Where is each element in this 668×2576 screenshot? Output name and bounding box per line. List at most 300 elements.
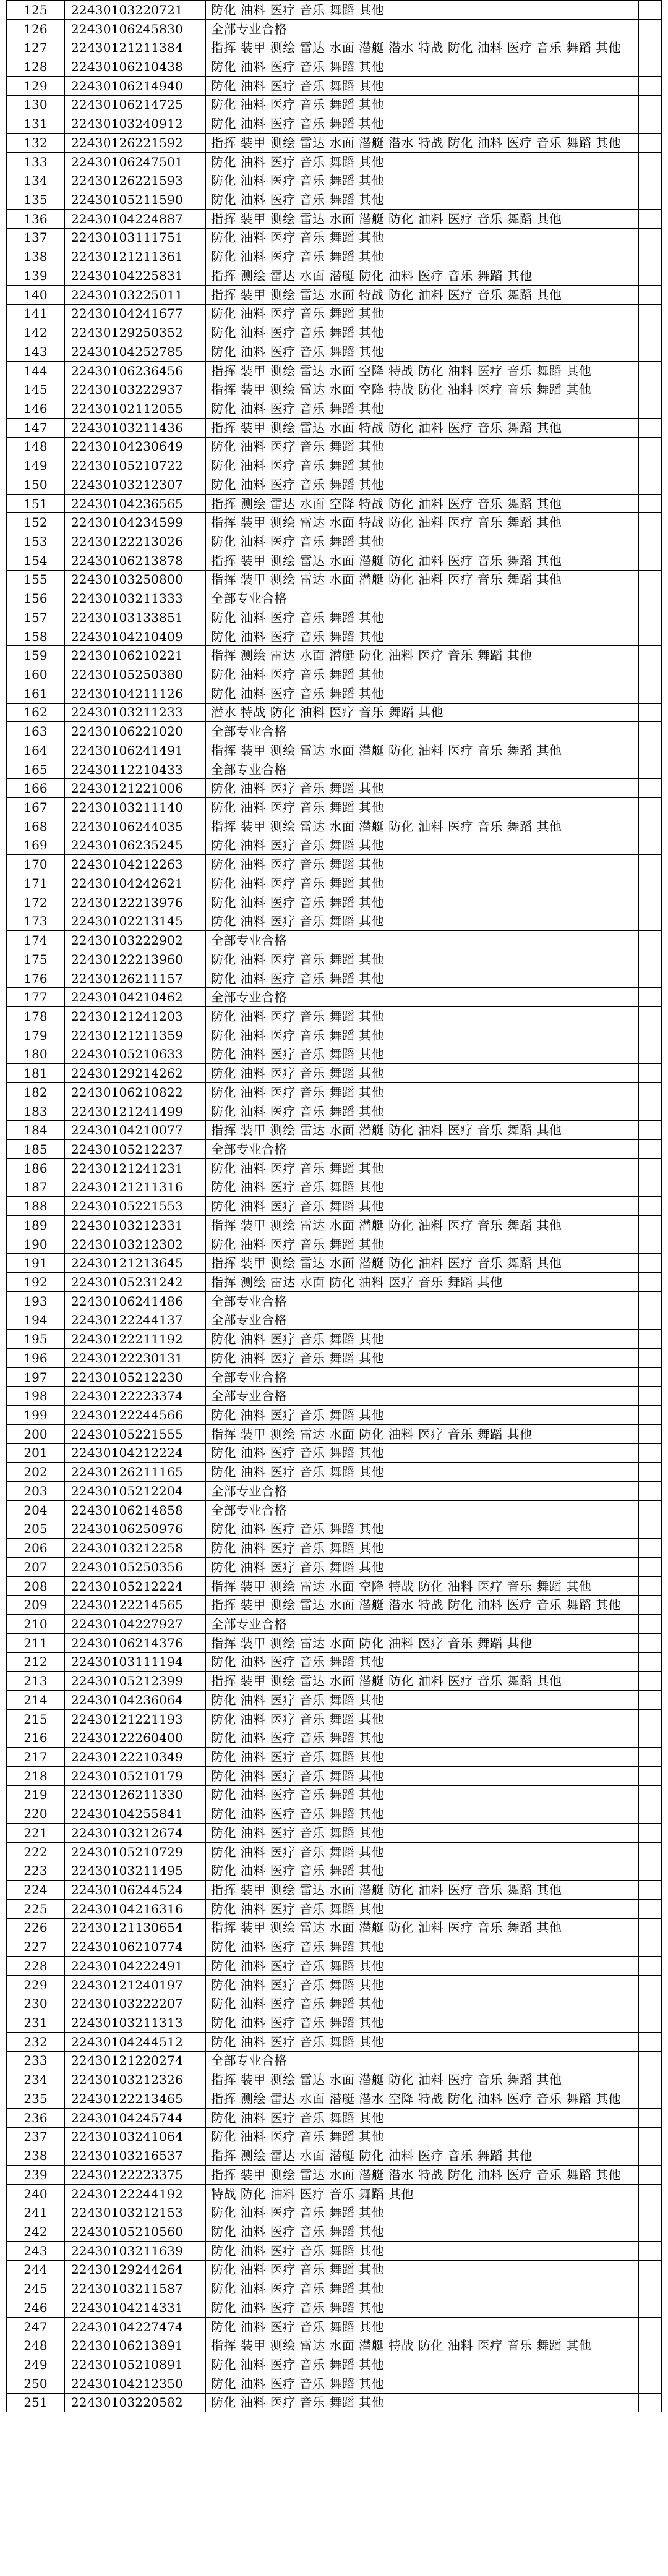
qualified-specialties-cell: 指挥 装甲 测绘 雷达 水面 潜艇 潜水 特战 防化 油料 医疗 音乐 舞蹈 其他	[206, 38, 639, 57]
qualified-specialties-cell: 防化 油料 医疗 音乐 舞蹈 其他	[206, 475, 639, 494]
table-row	[7, 1311, 662, 1330]
blank-cell	[639, 532, 662, 551]
row-number-cell: 129	[7, 76, 65, 95]
blank-cell	[639, 1957, 662, 1976]
row-number-cell: 249	[7, 2355, 65, 2374]
exam-id-cell: 22430106236456	[65, 361, 206, 380]
blank-cell	[639, 1064, 662, 1083]
exam-id-cell: 22430122244192	[65, 2184, 206, 2203]
qualified-specialties-cell: 防化 油料 医疗 音乐 舞蹈 其他	[206, 779, 639, 798]
exam-id-cell: 22430103222937	[65, 380, 206, 399]
blank-cell	[639, 1102, 662, 1121]
qualified-specialties-cell: 全部专业合格	[206, 760, 639, 779]
exam-id-cell: 22430105250356	[65, 1557, 206, 1576]
blank-cell	[639, 741, 662, 760]
exam-id-cell: 22430105212237	[65, 1140, 206, 1159]
table-row	[7, 2393, 662, 2412]
exam-id-cell: 22430104222491	[65, 1957, 206, 1976]
table-row	[7, 494, 662, 513]
row-number-cell: 209	[7, 1596, 65, 1615]
row-number-cell: 178	[7, 1007, 65, 1026]
exam-id-cell: 22430103225011	[65, 285, 206, 304]
table-row	[7, 285, 662, 304]
qualified-specialties-cell: 防化 油料 医疗 音乐 舞蹈 其他	[206, 2203, 639, 2222]
row-number-cell: 248	[7, 2336, 65, 2355]
table-row	[7, 703, 662, 722]
qualified-specialties-cell: 防化 油料 医疗 音乐 舞蹈 其他	[206, 2222, 639, 2242]
table-row	[7, 684, 662, 703]
exam-id-cell: 22430103222207	[65, 1994, 206, 2013]
qualified-specialties-cell: 防化 油料 医疗 音乐 舞蹈 其他	[206, 665, 639, 684]
table-row	[7, 2184, 662, 2203]
table-row	[7, 266, 662, 286]
exam-id-cell: 22430121241231	[65, 1158, 206, 1178]
row-number-cell: 161	[7, 684, 65, 703]
blank-cell	[639, 1406, 662, 1425]
table-row	[7, 1994, 662, 2013]
results-table-body	[7, 1, 662, 2412]
row-number-cell: 162	[7, 703, 65, 722]
blank-cell	[639, 684, 662, 703]
exam-id-cell: 22430105210560	[65, 2222, 206, 2242]
blank-cell	[639, 2317, 662, 2336]
exam-id-cell: 22430105211590	[65, 190, 206, 210]
exam-id-cell: 22430102213145	[65, 912, 206, 931]
blank-cell	[639, 76, 662, 95]
row-number-cell: 245	[7, 2279, 65, 2298]
row-number-cell: 212	[7, 1652, 65, 1672]
table-row	[7, 627, 662, 646]
qualified-specialties-cell: 防化 油料 医疗 音乐 舞蹈 其他	[206, 1899, 639, 1918]
qualified-specialties-cell: 全部专业合格	[206, 1615, 639, 1634]
row-number-cell: 219	[7, 1785, 65, 1804]
exam-id-cell: 22430105212224	[65, 1576, 206, 1596]
table-row	[7, 361, 662, 380]
qualified-specialties-cell: 防化 油料 医疗 音乐 舞蹈 其他	[206, 1785, 639, 1804]
blank-cell	[639, 703, 662, 722]
exam-id-cell: 22430106241486	[65, 1291, 206, 1311]
qualified-specialties-cell: 防化 油料 医疗 音乐 舞蹈 其他	[206, 2279, 639, 2298]
blank-cell	[639, 817, 662, 836]
blank-cell	[639, 2165, 662, 2184]
exam-id-cell: 22430104212224	[65, 1443, 206, 1463]
blank-cell	[639, 1121, 662, 1140]
blank-cell	[639, 931, 662, 950]
row-number-cell: 214	[7, 1690, 65, 1709]
exam-id-cell: 22430121211359	[65, 1026, 206, 1045]
exam-id-cell: 22430103240912	[65, 114, 206, 134]
table-row	[7, 950, 662, 969]
qualified-specialties-cell: 指挥 装甲 测绘 雷达 水面 潜艇 防化 油料 医疗 音乐 舞蹈 其他	[206, 1121, 639, 1140]
blank-cell	[639, 1918, 662, 1937]
row-number-cell: 222	[7, 1842, 65, 1861]
row-number-cell: 127	[7, 38, 65, 57]
row-number-cell: 145	[7, 380, 65, 399]
row-number-cell: 169	[7, 836, 65, 855]
exam-id-cell: 22430129244264	[65, 2260, 206, 2279]
row-number-cell: 150	[7, 475, 65, 494]
row-number-cell: 134	[7, 171, 65, 190]
row-number-cell: 151	[7, 494, 65, 513]
table-row	[7, 1007, 662, 1026]
table-row	[7, 798, 662, 817]
blank-cell	[639, 171, 662, 190]
exam-id-cell: 22430103220582	[65, 2393, 206, 2412]
qualified-specialties-cell: 防化 油料 医疗 音乐 舞蹈 其他	[206, 1443, 639, 1463]
table-row	[7, 152, 662, 171]
exam-id-cell: 22430121130654	[65, 1918, 206, 1937]
table-row	[7, 912, 662, 931]
exam-id-cell: 22430102112055	[65, 399, 206, 419]
row-number-cell: 242	[7, 2222, 65, 2242]
table-row	[7, 456, 662, 475]
row-number-cell: 163	[7, 722, 65, 741]
row-number-cell: 236	[7, 2108, 65, 2127]
qualified-specialties-cell: 防化 油料 医疗 音乐 舞蹈 其他	[206, 855, 639, 874]
table-row	[7, 570, 662, 589]
exam-id-cell: 22430105210633	[65, 1045, 206, 1064]
blank-cell	[639, 1804, 662, 1824]
blank-cell	[639, 1576, 662, 1596]
qualified-specialties-cell: 防化 油料 医疗 音乐 舞蹈 其他	[206, 1, 639, 20]
qualified-specialties-cell: 防化 油料 医疗 音乐 舞蹈 其他	[206, 2374, 639, 2393]
table-row	[7, 209, 662, 228]
blank-cell	[639, 1881, 662, 1900]
blank-cell	[639, 1633, 662, 1652]
table-row	[7, 2336, 662, 2355]
row-number-cell: 172	[7, 893, 65, 912]
table-row	[7, 1330, 662, 1349]
exam-id-cell: 22430103211333	[65, 589, 206, 608]
row-number-cell: 226	[7, 1918, 65, 1937]
table-row	[7, 988, 662, 1007]
table-row	[7, 1557, 662, 1576]
row-number-cell: 177	[7, 988, 65, 1007]
exam-id-cell: 22430105212204	[65, 1482, 206, 1501]
qualified-specialties-cell: 指挥 装甲 测绘 雷达 水面 特战 防化 油料 医疗 音乐 舞蹈 其他	[206, 513, 639, 532]
row-number-cell: 176	[7, 969, 65, 988]
blank-cell	[639, 475, 662, 494]
exam-id-cell: 22430103211495	[65, 1861, 206, 1881]
exam-id-cell: 22430106214725	[65, 95, 206, 114]
qualified-specialties-cell: 防化 油料 医疗 音乐 舞蹈 其他	[206, 1539, 639, 1558]
row-number-cell: 220	[7, 1804, 65, 1824]
blank-cell	[639, 1690, 662, 1709]
blank-cell	[639, 969, 662, 988]
qualified-specialties-cell: 指挥 装甲 测绘 雷达 水面 潜艇 防化 油料 医疗 音乐 舞蹈 其他	[206, 1254, 639, 1273]
blank-cell	[639, 1482, 662, 1501]
row-number-cell: 234	[7, 2070, 65, 2089]
table-row	[7, 1482, 662, 1501]
blank-cell	[639, 513, 662, 532]
table-row	[7, 437, 662, 456]
table-row	[7, 2203, 662, 2222]
qualified-specialties-cell: 全部专业合格	[206, 931, 639, 950]
table-row	[7, 589, 662, 608]
row-number-cell: 225	[7, 1899, 65, 1918]
row-number-cell: 156	[7, 589, 65, 608]
qualified-specialties-cell: 防化 油料 医疗 音乐 舞蹈 其他	[206, 1709, 639, 1728]
exam-id-cell: 22430121240197	[65, 1975, 206, 1994]
exam-id-cell: 22430121220274	[65, 2051, 206, 2070]
blank-cell	[639, 361, 662, 380]
exam-id-cell: 22430122230131	[65, 1349, 206, 1368]
table-row	[7, 855, 662, 874]
table-row	[7, 380, 662, 399]
exam-id-cell: 22430104224887	[65, 209, 206, 228]
row-number-cell: 210	[7, 1615, 65, 1634]
blank-cell	[639, 1672, 662, 1691]
table-row	[7, 1937, 662, 1957]
row-number-cell: 158	[7, 627, 65, 646]
table-row	[7, 1102, 662, 1121]
qualified-specialties-cell: 指挥 测绘 雷达 水面 潜艇 防化 油料 医疗 音乐 舞蹈 其他	[206, 2146, 639, 2166]
blank-cell	[639, 1520, 662, 1539]
exam-id-cell: 22430103212307	[65, 475, 206, 494]
table-row	[7, 76, 662, 95]
row-number-cell: 138	[7, 247, 65, 266]
row-number-cell: 235	[7, 2089, 65, 2109]
exam-id-cell: 22430106235245	[65, 836, 206, 855]
qualified-specialties-cell: 全部专业合格	[206, 2051, 639, 2070]
row-number-cell: 246	[7, 2298, 65, 2317]
exam-id-cell: 22430103212674	[65, 1824, 206, 1843]
blank-cell	[639, 722, 662, 741]
qualified-specialties-cell: 防化 油料 医疗 音乐 舞蹈 其他	[206, 1975, 639, 1994]
qualified-specialties-cell: 指挥 测绘 雷达 水面 潜艇 防化 油料 医疗 音乐 舞蹈 其他	[206, 266, 639, 286]
row-number-cell: 217	[7, 1748, 65, 1767]
exam-id-cell: 22430104214331	[65, 2298, 206, 2317]
qualified-specialties-cell: 全部专业合格	[206, 1367, 639, 1387]
row-number-cell: 241	[7, 2203, 65, 2222]
table-row	[7, 1158, 662, 1178]
exam-id-cell: 22430103216537	[65, 2146, 206, 2166]
qualified-specialties-cell: 防化 油料 医疗 音乐 舞蹈 其他	[206, 323, 639, 342]
row-number-cell: 213	[7, 1672, 65, 1691]
qualified-specialties-cell: 全部专业合格	[206, 1482, 639, 1501]
exam-id-cell: 22430104227474	[65, 2317, 206, 2336]
exam-id-cell: 22430103211140	[65, 798, 206, 817]
blank-cell	[639, 1748, 662, 1767]
row-number-cell: 230	[7, 1994, 65, 2013]
table-row	[7, 1690, 662, 1709]
row-number-cell: 238	[7, 2146, 65, 2166]
exam-id-cell: 22430106244035	[65, 817, 206, 836]
row-number-cell: 243	[7, 2241, 65, 2260]
row-number-cell: 184	[7, 1121, 65, 1140]
table-row	[7, 1728, 662, 1748]
table-row	[7, 1349, 662, 1368]
row-number-cell: 125	[7, 1, 65, 20]
row-number-cell: 189	[7, 1216, 65, 1235]
blank-cell	[639, 266, 662, 286]
table-row	[7, 779, 662, 798]
blank-cell	[639, 304, 662, 323]
table-row	[7, 1766, 662, 1785]
blank-cell	[639, 2260, 662, 2279]
qualified-specialties-cell: 防化 油料 医疗 音乐 舞蹈 其他	[206, 1026, 639, 1045]
exam-id-cell: 22430121241203	[65, 1007, 206, 1026]
blank-cell	[639, 1367, 662, 1387]
qualified-specialties-cell: 防化 油料 医疗 音乐 舞蹈 其他	[206, 1330, 639, 1349]
blank-cell	[639, 1026, 662, 1045]
table-row	[7, 1121, 662, 1140]
exam-id-cell: 22430103111751	[65, 228, 206, 247]
blank-cell	[639, 95, 662, 114]
blank-cell	[639, 874, 662, 893]
table-row	[7, 665, 662, 684]
row-number-cell: 237	[7, 2127, 65, 2146]
blank-cell	[639, 152, 662, 171]
row-number-cell: 154	[7, 551, 65, 570]
table-row	[7, 190, 662, 210]
table-row	[7, 2374, 662, 2393]
qualified-specialties-cell: 防化 油料 医疗 音乐 舞蹈 其他	[206, 95, 639, 114]
qualified-specialties-cell: 全部专业合格	[206, 19, 639, 38]
exam-id-cell: 22430122213960	[65, 950, 206, 969]
table-row	[7, 722, 662, 741]
qualified-specialties-cell: 指挥 测绘 雷达 水面 潜艇 防化 油料 医疗 音乐 舞蹈 其他	[206, 646, 639, 665]
blank-cell	[639, 836, 662, 855]
blank-cell	[639, 399, 662, 419]
row-number-cell: 153	[7, 532, 65, 551]
exam-id-cell: 22430106241491	[65, 741, 206, 760]
blank-cell	[639, 1273, 662, 1292]
qualified-specialties-cell: 全部专业合格	[206, 1311, 639, 1330]
qualified-specialties-cell: 指挥 装甲 测绘 雷达 水面 潜艇 防化 油料 医疗 音乐 舞蹈 其他	[206, 551, 639, 570]
qualified-specialties-cell: 指挥 装甲 测绘 雷达 水面 潜艇 防化 油料 医疗 音乐 舞蹈 其他	[206, 2070, 639, 2089]
table-row	[7, 1291, 662, 1311]
table-row	[7, 1899, 662, 1918]
exam-id-cell: 22430103250800	[65, 570, 206, 589]
table-row	[7, 836, 662, 855]
qualified-specialties-cell: 防化 油料 医疗 音乐 舞蹈 其他	[206, 2298, 639, 2317]
qualified-specialties-cell: 防化 油料 医疗 音乐 舞蹈 其他	[206, 1178, 639, 1197]
table-row	[7, 1082, 662, 1102]
row-number-cell: 181	[7, 1064, 65, 1083]
qualified-specialties-cell: 防化 油料 医疗 音乐 舞蹈 其他	[206, 2393, 639, 2412]
qualified-specialties-cell: 指挥 装甲 测绘 雷达 水面 潜艇 防化 油料 医疗 音乐 舞蹈 其他	[206, 1216, 639, 1235]
blank-cell	[639, 1311, 662, 1330]
row-number-cell: 149	[7, 456, 65, 475]
table-row	[7, 2279, 662, 2298]
row-number-cell: 130	[7, 95, 65, 114]
table-row	[7, 2051, 662, 2070]
blank-cell	[639, 1216, 662, 1235]
table-row	[7, 1216, 662, 1235]
qualified-specialties-cell: 防化 油料 医疗 音乐 舞蹈 其他	[206, 1937, 639, 1957]
qualified-specialties-cell: 指挥 测绘 雷达 水面 潜艇 潜水 空降 特战 防化 油料 医疗 音乐 舞蹈 其他	[206, 2089, 639, 2109]
row-number-cell: 228	[7, 1957, 65, 1976]
qualified-specialties-cell: 防化 油料 医疗 音乐 舞蹈 其他	[206, 456, 639, 475]
exam-id-cell: 22430103212258	[65, 1539, 206, 1558]
exam-id-cell: 22430105212399	[65, 1672, 206, 1691]
exam-id-cell: 22430104252785	[65, 342, 206, 361]
table-row	[7, 1918, 662, 1937]
exam-id-cell: 22430126211330	[65, 1785, 206, 1804]
exam-id-cell: 22430104212263	[65, 855, 206, 874]
qualified-specialties-cell: 防化 油料 医疗 音乐 舞蹈 其他	[206, 684, 639, 703]
table-row	[7, 134, 662, 153]
blank-cell	[639, 1, 662, 20]
qualified-specialties-cell: 防化 油料 医疗 音乐 舞蹈 其他	[206, 2260, 639, 2279]
qualified-specialties-cell: 防化 油料 医疗 音乐 舞蹈 其他	[206, 1406, 639, 1425]
blank-cell	[639, 646, 662, 665]
qualified-specialties-cell: 指挥 测绘 雷达 水面 防化 油料 医疗 音乐 舞蹈 其他	[206, 1273, 639, 1292]
exam-id-cell: 22430106210438	[65, 57, 206, 77]
row-number-cell: 192	[7, 1273, 65, 1292]
qualified-specialties-cell: 防化 油料 医疗 音乐 舞蹈 其他	[206, 798, 639, 817]
exam-id-cell: 22430106250976	[65, 1520, 206, 1539]
row-number-cell: 201	[7, 1443, 65, 1463]
row-number-cell: 146	[7, 399, 65, 419]
exam-id-cell: 22430126211165	[65, 1463, 206, 1482]
exam-id-cell: 22430105231242	[65, 1273, 206, 1292]
row-number-cell: 233	[7, 2051, 65, 2070]
qualified-specialties-cell: 指挥 装甲 测绘 雷达 水面 潜艇 潜水 特战 防化 油料 医疗 音乐 舞蹈 其他	[206, 1596, 639, 1615]
exam-id-cell: 22430104230649	[65, 437, 206, 456]
blank-cell	[639, 437, 662, 456]
exam-id-cell: 22430121211361	[65, 247, 206, 266]
exam-id-cell: 22430103211233	[65, 703, 206, 722]
table-row	[7, 2260, 662, 2279]
table-row	[7, 1785, 662, 1804]
qualified-specialties-cell: 防化 油料 医疗 音乐 舞蹈 其他	[206, 1197, 639, 1216]
row-number-cell: 224	[7, 1881, 65, 1900]
exam-id-cell: 22430122213976	[65, 893, 206, 912]
qualified-specialties-cell: 防化 油料 医疗 音乐 舞蹈 其他	[206, 342, 639, 361]
row-number-cell: 240	[7, 2184, 65, 2203]
table-row	[7, 114, 662, 134]
exam-id-cell: 22430105210722	[65, 456, 206, 475]
exam-id-cell: 22430104210409	[65, 627, 206, 646]
exam-id-cell: 22430105250380	[65, 665, 206, 684]
table-row	[7, 893, 662, 912]
table-row	[7, 2127, 662, 2146]
qualified-specialties-cell: 防化 油料 医疗 音乐 舞蹈 其他	[206, 1102, 639, 1121]
blank-cell	[639, 209, 662, 228]
exam-id-cell: 22430121213645	[65, 1254, 206, 1273]
qualified-specialties-cell: 防化 油料 医疗 音乐 舞蹈 其他	[206, 1007, 639, 1026]
exam-id-cell: 22430104210462	[65, 988, 206, 1007]
row-number-cell: 173	[7, 912, 65, 931]
table-row	[7, 342, 662, 361]
blank-cell	[639, 19, 662, 38]
table-row	[7, 1235, 662, 1254]
table-row	[7, 2032, 662, 2051]
qualified-specialties-cell: 防化 油料 医疗 音乐 舞蹈 其他	[206, 1690, 639, 1709]
exam-id-cell: 22430122223374	[65, 1387, 206, 1406]
qualified-specialties-cell: 防化 油料 医疗 音乐 舞蹈 其他	[206, 171, 639, 190]
blank-cell	[639, 1349, 662, 1368]
row-number-cell: 148	[7, 437, 65, 456]
blank-cell	[639, 2146, 662, 2166]
blank-cell	[639, 114, 662, 134]
qualified-specialties-cell: 防化 油料 医疗 音乐 舞蹈 其他	[206, 1082, 639, 1102]
table-row	[7, 1842, 662, 1861]
qualified-specialties-cell: 防化 油料 医疗 音乐 舞蹈 其他	[206, 1064, 639, 1083]
blank-cell	[639, 2374, 662, 2393]
row-number-cell: 207	[7, 1557, 65, 1576]
qualified-specialties-cell: 防化 油料 医疗 音乐 舞蹈 其他	[206, 1861, 639, 1881]
blank-cell	[639, 2279, 662, 2298]
table-row	[7, 475, 662, 494]
exam-id-cell: 22430122213465	[65, 2089, 206, 2109]
table-row	[7, 1254, 662, 1273]
table-row	[7, 95, 662, 114]
row-number-cell: 202	[7, 1463, 65, 1482]
qualified-specialties-cell: 全部专业合格	[206, 722, 639, 741]
